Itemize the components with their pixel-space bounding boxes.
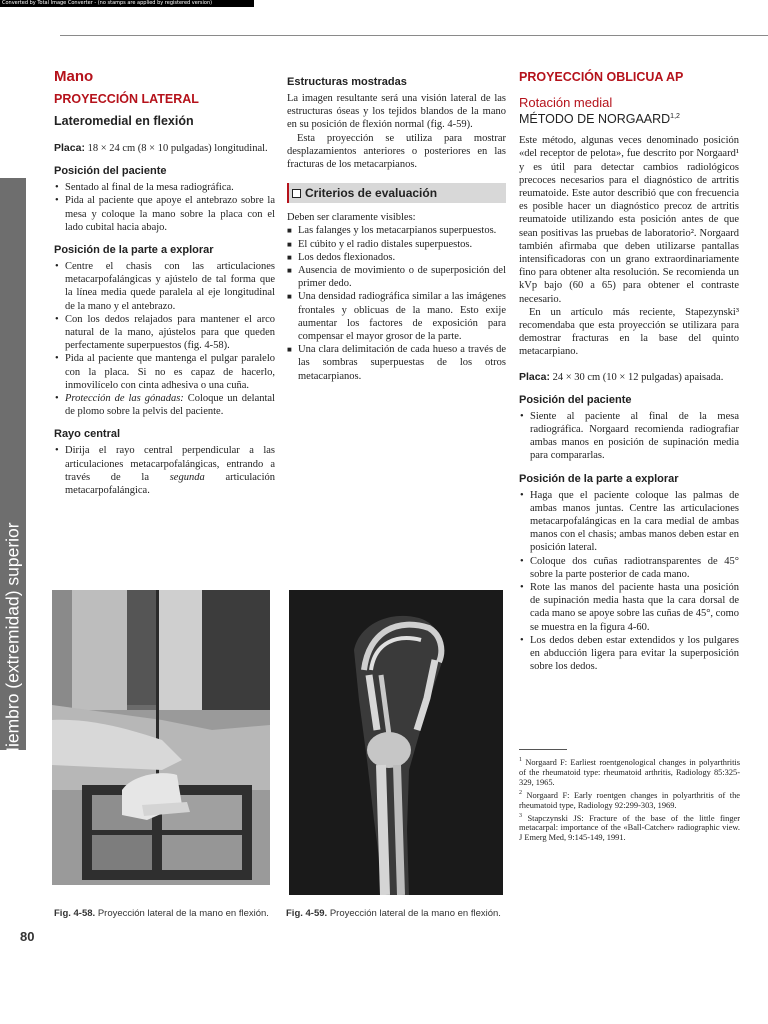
footnote-number: 2	[519, 789, 522, 796]
footnote-rule	[519, 749, 567, 750]
rayo-text-end: articulación metacarpofalángica.	[65, 471, 275, 497]
caption-text: Proyección lateral de la mano en flexión.	[95, 908, 269, 919]
metodo-superscript: 1,2	[670, 113, 680, 120]
heading-posicion-paciente-2: Posición del paciente	[519, 393, 632, 406]
list-item: ■ Una densidad radiográfica similar a las imágenes frontales y oblicuas de la mano. Esto exije aumentar los factores de exposición para compensar el mayor grosor de la parte.	[287, 290, 506, 343]
projection-title-oblicua: PROYECCIÓN OBLICUA AP	[519, 70, 684, 84]
list-item: • Los dedos deben estar extendidos y los pulgares en abducción ligera para evitar la superposición sobre los dedos.	[519, 634, 739, 674]
rayo-text: Dirija el rayo central perpendicular a las articulaciones metacarpofalángicas, entrando a través de la	[65, 445, 275, 483]
list-item: • Sentado al final de la mesa radiográfica.	[54, 181, 275, 194]
side-section-tab	[0, 178, 26, 762]
projection-title: PROYECCIÓN LATERAL	[54, 92, 199, 106]
list-item: ■ El cúbito y el radio distales superpuestos.	[287, 238, 506, 251]
rayo-list	[54, 444, 275, 497]
list-item	[54, 392, 275, 418]
list-item: • Pida al paciente que mantenga el pulgar paralelo con la placa. Si no es capaz de hacerlo, inmovilícelo con cinta adhesiva o una cuña.	[54, 352, 275, 392]
figure-4-58-caption	[54, 908, 269, 919]
list-item: • Haga que el paciente coloque las palmas de ambas manos juntas. Centre las articulaciones metacarpofalángicas en la cara medial de ambas manos con el chasis; ambas manos deben estar en posición lateral.	[519, 489, 739, 555]
heading-posicion-paciente: Posición del paciente	[54, 165, 167, 178]
column-middle	[287, 76, 506, 383]
figure-4-59-radiograph	[289, 590, 503, 895]
figure-4-59-caption	[286, 908, 501, 919]
caption-text: Proyección lateral de la mano en flexión.	[327, 908, 501, 919]
estructuras-paragraph: La imagen resultante será una visión lateral de las estructuras óseas y los tejidos blandos de la mano en su posición de flexión normal (fig. 4-59).	[287, 93, 506, 131]
gonadas-text: Coloque un delantal de plomo sobre la pelvis del paciente.	[65, 393, 275, 418]
footnote-number: 3	[519, 812, 522, 819]
paciente-list	[54, 181, 275, 234]
footnote	[519, 755, 740, 788]
section-title: Mano	[54, 68, 94, 85]
footnote-text: Stapczynski JS: Fracture of the base of the little finger metacarpal: importance of the «Ball-Catcher» radiographic view. J Emerg Med, 9:145-149, 1991.	[519, 813, 741, 843]
placa-text: 24 × 30 cm (10 × 12 pulgadas) apaisada.	[549, 371, 724, 383]
criterios-intro: Deben ser claramente visibles:	[287, 212, 416, 224]
footnote-number: 1	[519, 757, 522, 763]
list-item: ■ Ausencia de movimiento o de superposición del primer dedo.	[287, 264, 506, 290]
placa-text: 18 × 24 cm (8 × 10 pulgadas) longitudinal.	[84, 143, 268, 154]
page-number: 80	[20, 929, 35, 944]
paciente-list-2	[519, 410, 739, 463]
list-item: • Siente al paciente al final de la mesa radiográfica. Norgaard recomienda radiografiar ambas manos en posición de supinación media para compararlas.	[519, 410, 739, 463]
gonadas-label: Protección de las gónadas:	[65, 393, 184, 405]
footnote-text: Norgaard F: Early roentgen changes in polyarthritis of the rheumatoid type, Radiology 92:299-303, 1969.	[519, 790, 740, 810]
footnote	[519, 788, 740, 811]
column-right	[519, 70, 739, 673]
list-item: • Pida al paciente que apoye el antebrazo sobre la mesa y coloque la mano sobre la placa con el lado cubital hacia abajo.	[54, 194, 275, 234]
column-left	[54, 68, 275, 497]
list-item: • Coloque dos cuñas radiotransparentes de 45° sobre la parte posterior de cada mano.	[519, 555, 739, 581]
list-item	[54, 444, 275, 497]
estructuras-paragraph-2: Esta proyección se utiliza para mostrar desplazamientos anteriores o posteriores en las fracturas de los metacarpianos.	[287, 132, 506, 171]
heading-estructuras: Estructuras mostradas	[287, 76, 407, 88]
list-item: • Con los dedos relajados para mantener el arco natural de la mano, ajústelos para que queden perfectamente superpuestos (fig. 4-58).	[54, 313, 275, 353]
heading-posicion-parte: Posición de la parte a explorar	[54, 244, 214, 257]
parte-list-2	[519, 489, 739, 674]
placa-label: Placa:	[519, 370, 550, 383]
footnote	[519, 811, 740, 844]
heading-posicion-parte-2: Posición de la parte a explorar	[519, 472, 679, 485]
footnotes	[519, 755, 740, 843]
placa-label: Placa:	[54, 142, 85, 154]
hand-xray-image	[289, 590, 503, 895]
caption-label: Fig. 4-59.	[286, 908, 328, 919]
list-item: • Rote las manos del paciente hasta una posición de supinación media hasta que la cara dorsal de cada mano se apoye sobre las cuñas de 45°, como se muestra en la figura 4-60.	[519, 581, 739, 634]
list-item: ■ Los dedos flexionados.	[287, 251, 506, 264]
caption-label: Fig. 4-58.	[54, 908, 96, 919]
checkbox-square-icon	[292, 189, 301, 198]
figure-4-58-photo	[52, 590, 270, 885]
heading-rayo-central: Rayo central	[54, 428, 121, 441]
converter-watermark: Converted by Total Image Converter - (no stamps are applied by registered version)	[0, 0, 254, 7]
side-tab-label: Miembro (extremidad) superior	[2, 522, 23, 762]
list-item: ■ Una clara delimitación de cada hueso a través de las sombras superpuestas de los otros metacarpianos.	[287, 343, 506, 383]
criterios-title: Criterios de evaluación	[305, 186, 438, 201]
criterios-list	[287, 224, 506, 382]
parte-list	[54, 260, 275, 418]
stapezynski-paragraph: En un artículo más reciente, Stapezynski³ recomendaba que esta proyección se utilizara para demostrar fracturas en la base del quinto metacarpiano.	[519, 306, 739, 358]
rayo-emphasis: segunda	[169, 471, 205, 483]
list-item: ■ Las falanges y los metacarpianos superpuestos.	[287, 224, 506, 237]
list-item: • Centre el chasis con las articulaciones metacarpofalángicas y ajústelo de tal forma que la línea media quede paralela al eje longitudinal de la mano y el antebrazo.	[54, 260, 275, 313]
hand-positioning-photo-image	[52, 590, 270, 885]
header-rule	[60, 35, 768, 36]
norgaard-paragraph: Este método, algunas veces denominado posición «del receptor de pelota», fue descrito por Norgaard¹ y es útil para detectar cambios radiológicos precoces necesarios para el diagnóstico de artritis reumatoide. Este autor describió que con frecuencia es posible hacer un diagnóstico precoz de artritis reumatoide utilizando esta posición antes de que sean positivas las pruebas de laboratorio². Norgaard también afirmaba que deben utilizarse pantallas intensificadoras con un grano extraordinariamente fino para obtener alta resolución. Se recomienda un kVp bajo (60 a 65) para obtener el contraste necesario.	[519, 135, 739, 305]
criterios-header-box	[287, 183, 506, 203]
metodo-title	[519, 110, 739, 126]
projection-subtitle: Lateromedial en flexión	[54, 114, 194, 128]
placa-paragraph	[54, 142, 275, 155]
rotacion-title: Rotación medial	[519, 95, 613, 110]
footnote-text: Norgaard F: Earliest roentgenological changes in polyarthritis of the rheumatoid type: rheumatoid arthritis, Radiology 85:325-329, 1965.	[519, 757, 740, 787]
placa-paragraph-oblicua	[519, 371, 739, 384]
metodo-text: MÉTODO DE NORGAARD	[519, 112, 671, 127]
